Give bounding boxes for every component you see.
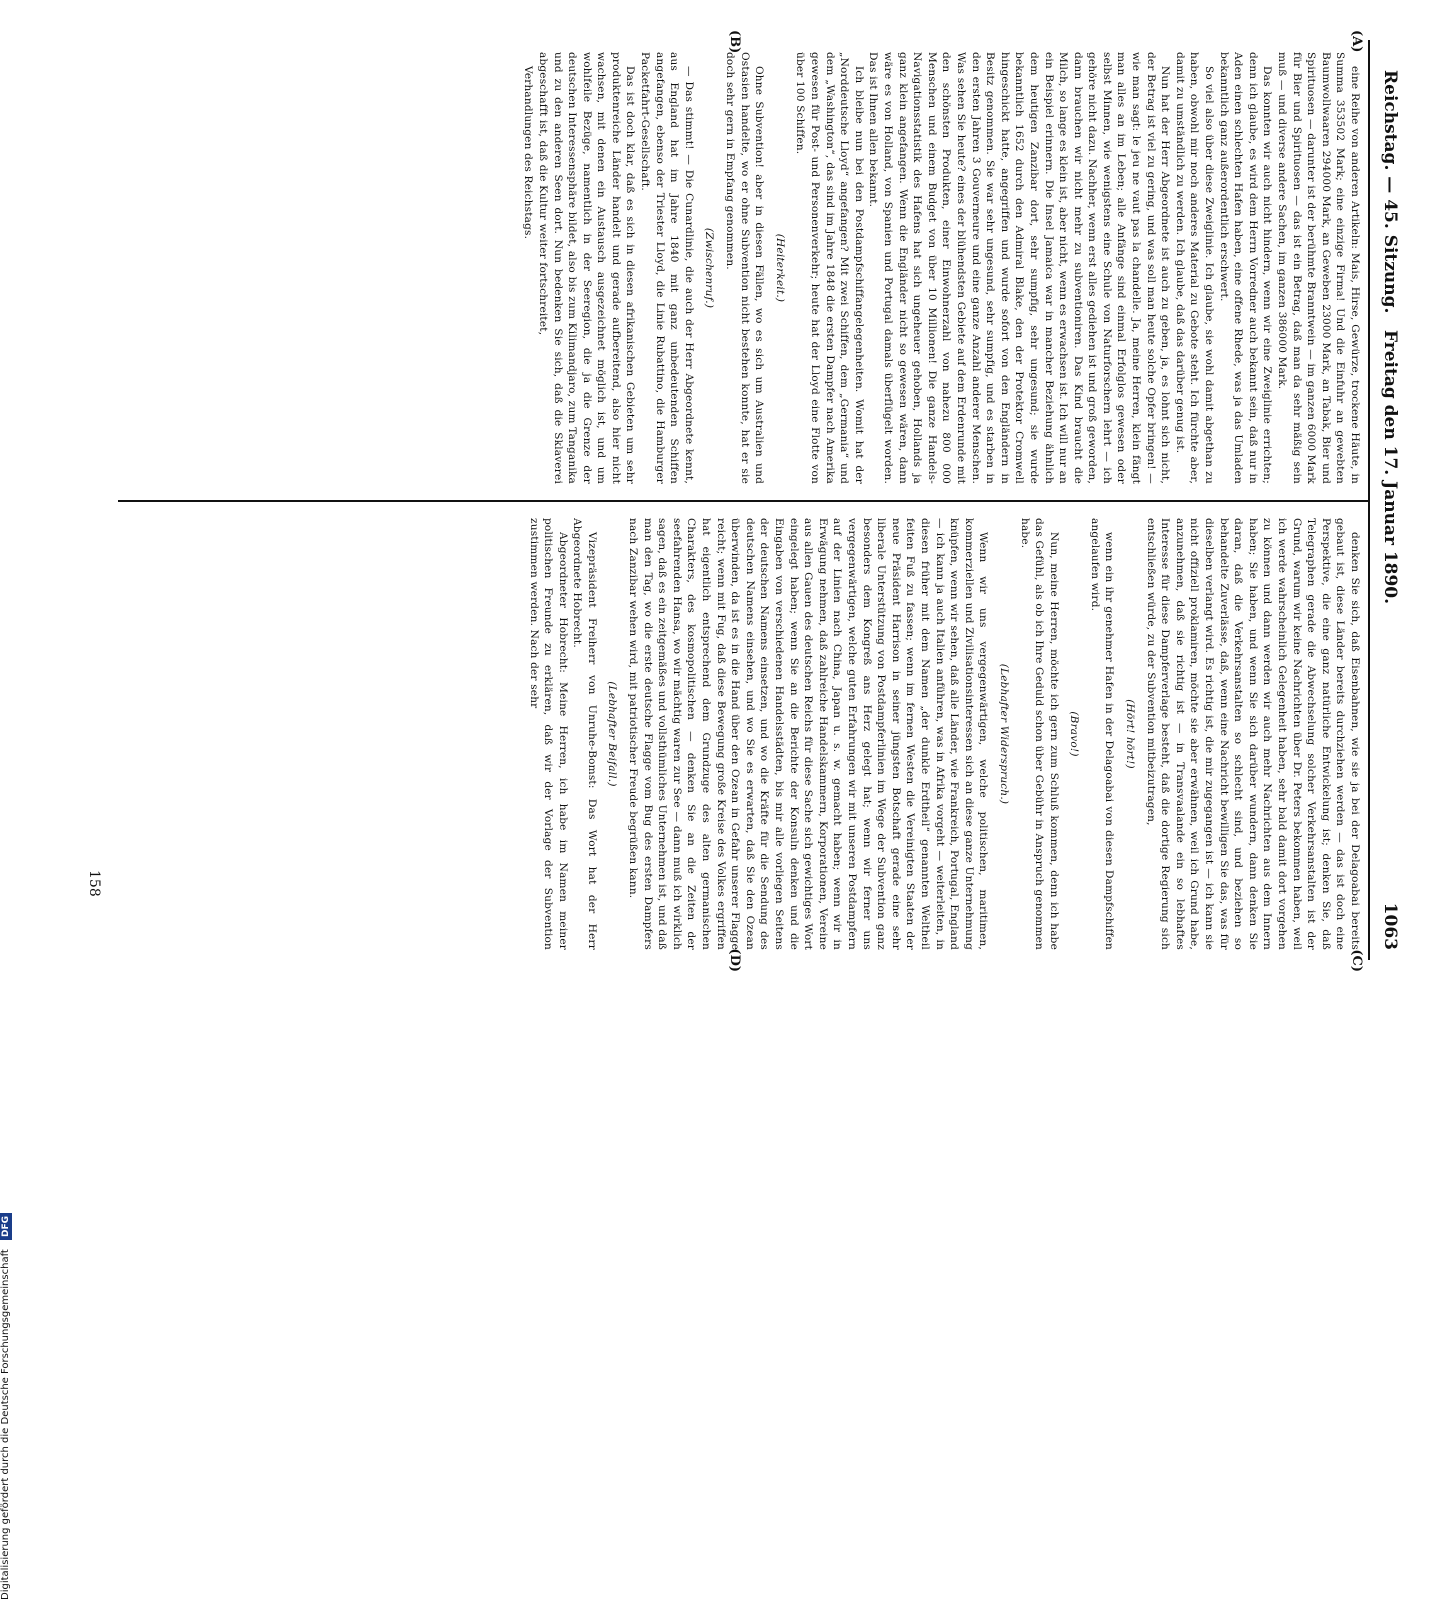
column-divider [118, 500, 1368, 502]
footer-page-number: 158 [86, 870, 102, 897]
interjection: (Heiterkeit.) [773, 233, 786, 303]
interjection: (Bravo!) [1068, 711, 1081, 757]
header-date: Freitag den 17. Januar 1890. [1380, 330, 1400, 605]
paragraph: — Das stimmt! — Die Cunardlinie, die auch der Herr Abgeordnete kennt, aus England hat im Jahre 1840 mit ganz unbedeutenden Schiffen angefangen, ebenso der Triester Lloyd, die Linie Rubattino, die Hamburger Packetfahrt-Gesellschaft. [639, 52, 695, 484]
header-section-title: Reichstag. — 45. Sitzung. [1380, 70, 1400, 314]
paragraph: Wenn wir uns vergegenwärtigen, welche politischen, maritimen, kommerziellen und Zivilisationsinteressen sich an diese ganze Unternehmung knüpfen, wenn wir sehen, daß alle Länder, wie Frankreich, Portugal, England — ich kann ja auch Italien anführen, was in Afrika vorgeht — weiterleiten, in diesen früher mit dem Namen „der dunkle Erdtheil“ genannten Weltheil feiten Fuß zu fassen; wenn im fernen Westen die Vereinigten Staaten der neue Präsident Harrison in seiner jüngsten Botschaft gerade eine sehr liberale Unterstützung von Postdampferlinien im Wege der Subvention ganz besonders dem Kongreß ans Herz gelegt hat; wenn wir ferner uns vergegenwärtigen, welche guten Erfahrungen wir mit unseren Postdampfern auf der Linien nach China, Japan u. s. w. gemacht haben; wenn wir in Erwägung nehmen, daß zahlreiche Handelskammern, Korporationen, Vereine aus allen Gauen des deutschen Reichs für diese Sache sich gewichtiges Wort eingelegt haben; wenn Sie an die Berichte der Konsuln denken und die Eingaben von verschiedenen Handelsstädten, bis mir alle vorliegen Seitens der deutschen Namens einsetzen, und wo die Kräfte für die Sendung des deutschen Namens einsehen, und wo Sie es erwarten, daß Sie den Ozean überwinden, da ist es in die Hand über den Ozean in Gefahr unserer Flagge reicht; wenn mit Fug, daß diese Bewegung große Kreise des Volkes ergriffen hat eigentlich entsprechend dem Grundzuge des alten germanischen Charakters, des kosmopolitischen — denken Sie an die Zeiten der seefahrenden Hansa, wo wir mächtig waren zur See — dann muß ich wirklich sagen, daß es ein zeitgemäßes und vollsthümliches Unternehmen ist, und daß man den Tag, wo die erste deutsche Flagge vom Bug des ersten Dampfers nach Zanzibar wehen wird, mit patriotischer Freude begrüßen kann. [627, 518, 990, 950]
paragraph: eine Reihe von anderen Artikeln: Mais, Hirse, Gewürze, trockene Häute, in Summa 353502 Mark; eine einzige Firma! Und die Einfuhr an gewebten Baumwollwaaren 294000 Mark, an Geweben 23000 Mark, an Tabak, Bier und Spirituosen — darunter ist der berühmte Branntwein — im ganzen 6000 Mark für Bier und Spirituosen — das ist ein Betrag, daß man da sehr mäßig sein muß — und diverse andere Sachen, im ganzen 386000 Mark. [1276, 52, 1361, 484]
page-header [1372, 30, 1402, 970]
left-text-column [521, 52, 1362, 484]
digitization-credit: Digitalisierung gefördert durch die Deutsche Forschungsgemeinschaft [0, 1249, 11, 1600]
paragraph: Ohne Subvention! aber in diesen Fällen, wo es sich um Australien und Ostasien handelte, wo er ohne Subvention nicht bestehen konnte, hat er sie doch sehr gern in Empfang genommen. [724, 52, 766, 484]
interjection: (Hört! hört!) [1124, 699, 1137, 769]
dfg-logo: DFG [0, 1213, 12, 1240]
paragraph: So viel also über diese Zweiglinie. Ich glaube, sie wohl damit abgethan zu haben, obwohl mir noch anderes Material zu Gebote steht. Ich fürchte aber, damit zu umständlich zu werden. Ich glaube, daß das darüber genug ist. [1173, 52, 1216, 484]
paragraph: wenn ein ihr genehmer Hafen in der Delagoabai von diesen Dampfschiffen angelaufen wird. [1088, 518, 1116, 950]
margin-marker-d: (D) [727, 948, 742, 972]
digitization-strip [0, 0, 16, 1600]
paragraph: Ich bleibe nun bei den Postdampfschiffangelegenheiten. Womit hat der „Norddeutsche Lloyd“ angefangen? Mit zwei Schiffen, dem „Germania“ und dem „Washington“, das sind im Jahre 1848 die ersten Dampfer nach Amerika gewesen für Post- und Personenverkehr; heute hat der Lloyd eine Flotte von über 100 Schiffen. [794, 52, 865, 484]
paragraph: Nun, meine Herren, möchte ich gern zum Schluß kommen, denn ich habe das Gefühl, als ob ich Ihre Geduld schon über Gebühr in Anspruch genommen habe. [1018, 518, 1060, 950]
paragraph: Nun hat der Herr Abgeordnete ist auch zu geben, ja, es lohnt sich nicht, der Betrag ist viel zu gering, und was soll man heute solche Opfer bringen! — wie man sagt: le jeu ne vaut pas la chandelle. Ja, meine Herren, klein fängt man alles an im Leben; alle Anfänge sind einmal Erfolglos gewesen oder selbst Minnen, wie wenigstens eine Schule von Naturforschern lehrt — ich gehöre nicht dazu. Nachher, wenn erst alles gediehen ist und groß geworden, dann brauchen wir nicht mehr zu subventioniren. Das Kind braucht die Milch, so lange es klein ist, aber nicht, wenn es erwachsen ist. Ich will nur an ein Beispiel erinnern. Die Insel Jamaica war in mancher Beziehung ähnlich dem heutigen Zanzibar dort, sehr sumpfig, sehr ungesund; sie wurde bekanntlich 1652 durch den Admiral Blake, den der Protektor Cromwell hingeschickt hatte, angegriffen und wurde sofort von den Engländern in Besitz genommen. Sie war sehr ungesund, sehr sumpfig, und es starben in den ersten Jahren 3 Gouverneure und eine ganze Anzahl anderer Menschen. Was sehen Sie heute? eines der blühendsten Gebiete auf dem Erdenrunde mit den schönsten Produkten, einer Einwohnerzahl von nahezu 800 000 Menschen und einem Budget von über 10 Millionen! Die ganze Handels-Navigationsstatistik des Hafens hat sich ungeheuer gehoben, Hollands ja ganz klein angefangen. Wenn die Engländer nicht so gewesen wären, dann wäre es von Holland, von Spanien und Portugal damals überflügelt worden. Das ist Ihnen allen bekannt. [867, 52, 1172, 484]
header-divider [1368, 40, 1370, 960]
paragraph: Abgeordneter Hobrecht: Meine Herren, ich habe im Namen meiner politischen Freunde zu erklären, daß wir der Vorlage der Subvention zustimmen werden. Nach der sehr [527, 518, 569, 950]
paragraph: Das ist doch klar, daß es sich in diesen afrikanischen Gebieten um sehr produktenreiche Länder handelt und gerade aufbereitend, also hier nicht wachsen, mit denen ein Austausch ausgezeichnet möglich ist, und um wohlfeile Bezüge, namentlich in der Seeregion, die ja die Grenze der deutschen Interessensphäre bildet, also bis zum Kilimandjaro, zum Tanganika und zu den anderen Seen dort. Nun bedenken Sie sich, daß die Sklaverei abgeschafft ist, daß die Kultur weiter fortschreitet, [536, 52, 637, 484]
margin-marker-b: (B) [727, 30, 742, 54]
margin-marker-c: (C) [1349, 949, 1364, 972]
interjection: (Zwischenruf.) [703, 227, 716, 309]
interjection: (Lebhafter Widerspruch.) [997, 663, 1010, 805]
right-text-column [526, 518, 1362, 950]
interjection: (Lebhafter Beifall.) [606, 681, 619, 787]
paragraph: Vizepräsident Freiherr von Unruhe-Bomst: Das Wort hat der Herr Abgeordnete Hobrecht. [571, 518, 598, 950]
margin-marker-a: (A) [1349, 30, 1364, 53]
paragraph: Das konnten wir auch nicht hindern, wenn wir eine Zweiglinie errichten; denn ich glaube, es wird dem Herrn Vorredner auch bekannt sein, daß nur in Aden einen schlechten Hafen haben, eine offene Rhede, was ja das Umladen bekanntlich ganz außerordentlich erschwert. [1217, 52, 1274, 484]
header-page-number: 1063 [1380, 902, 1400, 950]
paragraph: denken Sie sich, daß Eisenbahnen, wie sie ja bei der Delagoabai bereits gebaut ist, diese Länder bereits durchziehen werden — das ist doch eine Perspektive, die eine ganz natürliche Entwickelung ist; denken Sie, daß Telegraphen gerade die Abwechselung solcher Verkehrsanstalten ist der Grund, warum wir keine Nachrichten über Dr. Peters bekommen haben, weil ich werde wahrscheinlich Gelegenheit haben, sehr bald damit dort vorgehen zu können und dann werden wir auch mehr Nachrichten aus dem Innern haben; Sie haben, und wenn Sie sich darüber wundern, dann denken Sie daran, daß die Verkehrsanstalten so schlecht sind, und beziehen so behandelte Zuverlässe, daß, wenn eine Nachricht bewilligen Sie das, was für dieselben verlangt wird. Es richtig ist, die mir zugegangen ist — ich kann sie nicht offiziell proklamiren, möchte sie aber erwähnen, weil ich Grund habe, anzunehmen, daß sie richtig ist — in Transvaalande ein so lebhaftes Interesse für diese Dampferverlage besteht, daß die dortige Regierung sich entschließen würde, zu der Subvention mitbeizutragen, [1144, 518, 1361, 950]
paragraph: Verhandlungen des Reichstags. [522, 66, 535, 240]
